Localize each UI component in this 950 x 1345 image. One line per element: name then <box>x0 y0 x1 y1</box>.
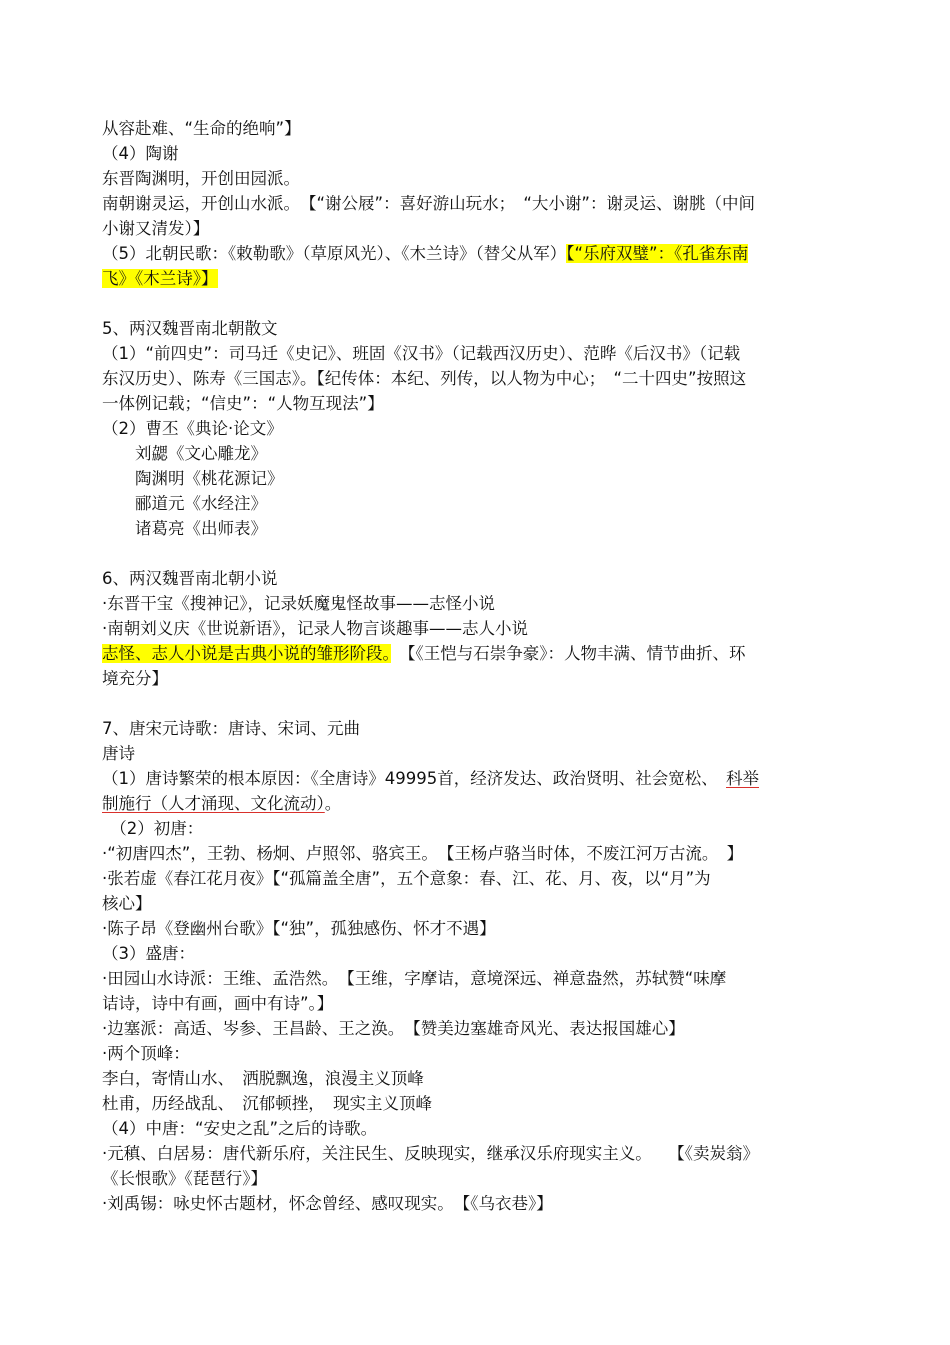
highlighted-text: 飞》《木兰诗》】 <box>102 269 218 288</box>
text-line-11: 一体例记载；“信史”：“人物互现法”】 <box>102 394 384 413</box>
text-line-15: 郦道元《水经注》 <box>102 494 267 513</box>
text-line-14: 陶渊明《桃花源记》 <box>102 469 284 488</box>
text-line-9: （1）“前四史”：司马迁《史记》、班固《汉书》（记载西汉历史）、范晔《后汉书》（记载 <box>102 344 741 363</box>
text-line-37: 杜甫，历经战乱、 沉郁顿挫， 现实主义顶峰 <box>102 1094 432 1113</box>
highlighted-text: 志怪、志人小说是古典小说的雏形阶段。 <box>102 644 391 663</box>
text-line-13: 刘勰《文心雕龙》 <box>102 444 267 463</box>
text-line-40: 《长恨歌》《琵琶行》】 <box>102 1169 267 1188</box>
text-line-32: ·田园山水诗派：王维、孟浩然。 【王维，字摩诘，意境深远、禅意盎然，苏轼赞“味摩 <box>102 969 727 988</box>
text-line-26: （2）初唐： <box>102 819 204 838</box>
text-line-39: ·元稹、白居易：唐代新乐府，关注民生、反映现实，继承汉乐府现实主义。 【《卖炭翁》 <box>102 1144 759 1163</box>
underlined-text: 科举 <box>726 769 759 788</box>
text-line-31: （3）盛唐： <box>102 944 195 963</box>
text-line-19: ·南朝刘义庆《世说新语》，记录人物言谈趣事——志人小说 <box>102 619 528 638</box>
text-line-29: 核心】 <box>102 894 152 913</box>
text-line-4: 南朝谢灵运，开创山水派。 【“谢公屐”：喜好游山玩水； “大小谢”：谢灵运、谢朓（中间 <box>102 194 755 213</box>
text-line-30: ·陈子昂《登幽州台歌》【“独”，孤独感伤、怀才不遇】 <box>102 919 496 938</box>
text-line-7 <box>102 268 218 290</box>
text-line-38: （4）中唐：“安史之乱”之后的诗歌。 <box>102 1119 378 1138</box>
underlined-text: 制施行（人才涌现、文化流动） <box>102 794 325 813</box>
text-line-41: ·刘禹锡：咏史怀古题材，怀念曾经、感叹现实。 【《乌衣巷》】 <box>102 1194 553 1213</box>
section-heading-7: 7、唐宋元诗歌：唐诗、宋词、元曲 <box>102 719 360 738</box>
section-heading-6: 6、两汉魏晋南北朝小说 <box>102 569 278 588</box>
highlighted-text: 【“乐府双璧”：《孔雀东南 <box>566 244 749 263</box>
text-line-20: 志怪、志人小说是古典小说的雏形阶段。 【《王恺与石崇争豪》：人物丰满、情节曲折、环 <box>102 644 746 663</box>
text-line-36: 李白，寄情山水、 洒脱飘逸，浪漫主义顶峰 <box>102 1069 424 1088</box>
text-line-28: ·张若虚《春江花月夜》【“孤篇盖全唐”，五个意象：春、江、花、月、夜，以“月”为 <box>102 869 711 888</box>
text-line-10: 东汉历史）、陈寿《三国志》。【纪传体：本纪、列传，以人物为中心； “二十四史”按照这 <box>102 369 747 388</box>
text-line-33: 诘诗，诗中有画，画中有诗”。】 <box>102 994 334 1013</box>
text-line-23: 唐诗 <box>102 744 135 763</box>
text-line-27: ·“初唐四杰”，王勃、杨炯、卢照邻、骆宾王。 【王杨卢骆当时体，不废江河万古流。 】 <box>102 844 744 863</box>
text-line-5: 小谢又清发）】 <box>102 219 210 238</box>
section-heading-5: 5、两汉魏晋南北朝散文 <box>102 319 278 338</box>
text-line-34: ·边塞派：高适、岑参、王昌龄、王之涣。 【赞美边塞雄奇风光、表达报国雄心】 <box>102 1019 685 1038</box>
text-line-3: 东晋陶渊明，开创田园派。 <box>102 169 300 188</box>
text-line-6: （5）北朝民歌：《敕勒歌》（草原风光）、《木兰诗》（替父从军）【“乐府双璧”：《孔雀东南 <box>102 244 749 263</box>
text-line-25: 制施行（人才涌现、文化流动）。 <box>102 794 342 813</box>
text-line-12: （2）曹丕《典论·论文》 <box>102 419 283 438</box>
text-line-2: （4）陶谢 <box>102 144 179 163</box>
text-line-35: ·两个顶峰： <box>102 1044 190 1063</box>
text-line-24: （1）唐诗繁荣的根本原因：《全唐诗》49995首，经济发达、政治贤明、社会宽松、 科举 <box>102 769 759 788</box>
text-line-1: 从容赴难、“生命的绝响”】 <box>102 119 301 138</box>
text-line-16: 诸葛亮《出师表》 <box>102 519 267 538</box>
text-line-21: 境充分】 <box>102 669 168 688</box>
text-line-18: ·东晋干宝《搜神记》，记录妖魔鬼怪故事——志怪小说 <box>102 594 495 613</box>
